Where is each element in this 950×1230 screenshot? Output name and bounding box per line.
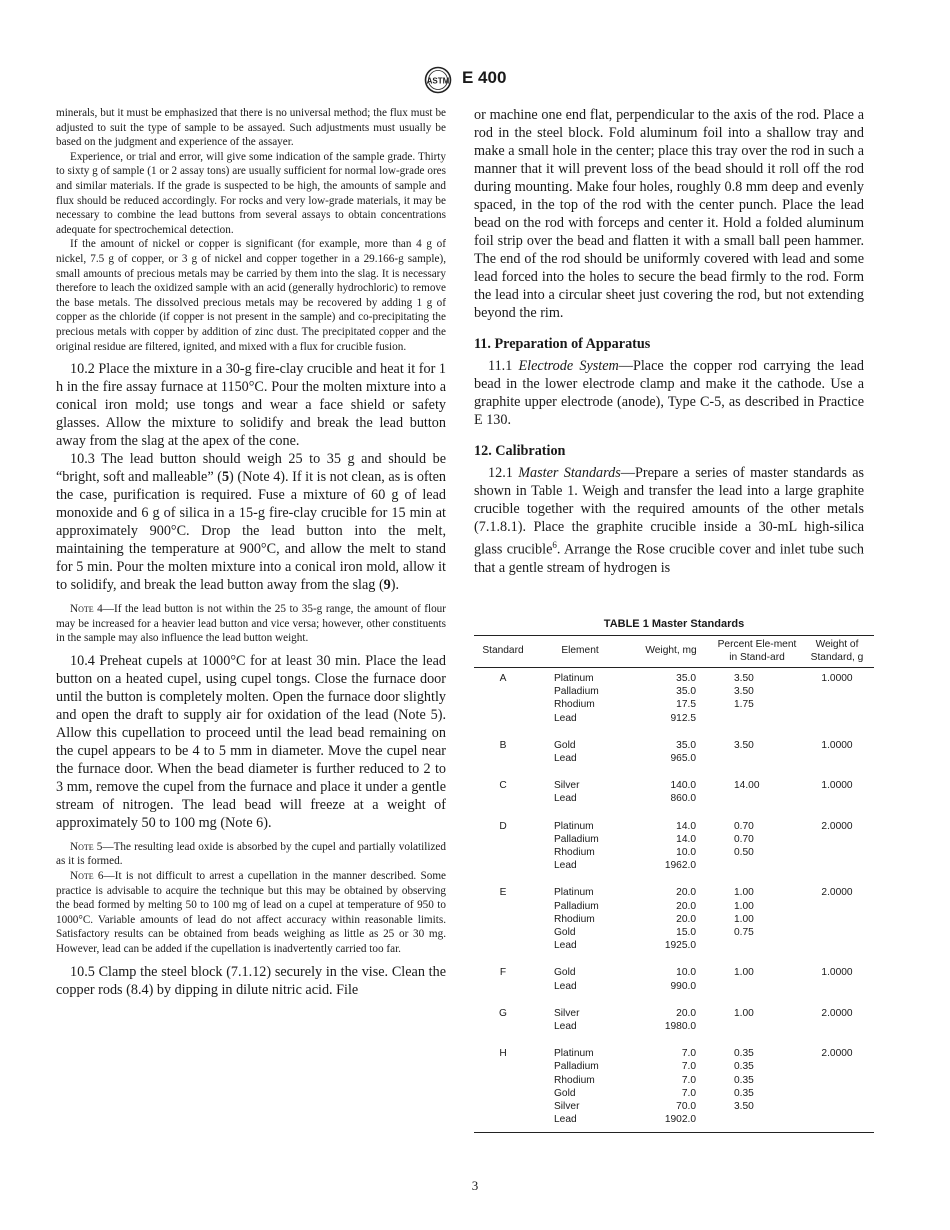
note-5: Note 5—The resulting lead oxide is absorbed by the cupel and partially volatilized as it is formed. [56,840,446,868]
cell-value: Rhodium [554,699,595,711]
cell-value: 860.0 [670,793,696,805]
page-number: 3 [471,1178,479,1193]
cell-value: 14.00 [734,780,760,792]
cell-value: 912.5 [670,712,696,724]
col-header-standard: Standard [474,636,532,668]
cell-value: Silver [554,1007,580,1019]
cell-value: Silver [554,1101,580,1113]
cell-value: Lead [554,860,577,872]
cell-value: 14.0 [676,820,696,832]
cell-value: Gold [554,1087,576,1099]
cell-weight-of-standard: 2.0000 [821,820,853,832]
cell-weight-of-standard: 2.0000 [800,1043,874,1133]
cell-value: Platinum [554,887,594,899]
cell-value: 1925.0 [664,940,696,952]
table-row [474,962,874,1002]
cell-value: Gold [554,967,576,979]
col-header-weight-of-standard: Weight of Standard, g [800,636,874,668]
cell-elements [532,816,628,883]
cell-value: 3.50 [734,673,754,684]
cell-percents [714,735,800,775]
cell-value: 0.35 [734,1087,754,1099]
cell-value: Lead [554,793,577,805]
cell-value: 3.50 [734,739,754,751]
cell-weights [628,775,714,815]
cell-value: 0.70 [734,820,754,832]
cell-value: 7.0 [681,1061,696,1073]
cell-value: 20.0 [676,900,696,912]
section-10-2: 10.2 Place the mixture in a 30-g fire-clay crucible and heat it for 1 h in the fire assay furnace at 1150°C. Pour the molten mixture into a conical iron mold; use tongs and wear a face shield or safety glasses. Allow the mixture to solidify and break the lead button away from the slag at the apex of the cone. [56,361,446,450]
cell-elements [532,962,628,1002]
cell-value: Lead [554,1021,577,1033]
cell-value: 14.0 [676,833,696,845]
cell-weights [628,882,714,962]
cell-value: 35.0 [676,739,696,751]
master-standards-table [474,618,874,1133]
cell-value: 1.75 [734,699,754,711]
section-heading-11: 11. Preparation of Apparatus [474,336,651,352]
cell-value: 35.0 [676,686,696,698]
cell-value: Palladium [554,900,599,912]
cell-value: Lead [554,753,577,765]
cell-value: 20.0 [676,887,696,899]
cell-value: 7.0 [681,1087,696,1099]
cell-weight-of-standard: 1.0000 [821,673,853,684]
cell-standard: H [474,1043,532,1133]
section-10-4: 10.4 Preheat cupels at 1000°C for at least 30 min. Place the lead button on a heated cupel, using cupel tongs. Close the furnace door until the button is completely molten. Open the furnace door slightly and open the draft to supply air for oxidation of the lead (Note 5). Allow this cupellation to proceed until the lead bead remaining on the cupel appears to be 4 to 5 mm in diameter. Move the cupel near the furnace door. When the bead diameter is further reduced to 2 to 3 mm, remove the cupel from the furnace and place it under a gentle stream of nitrogen. The lead bead will freeze at a weight of approximately 50 to 100 mg (Note 6). [56,652,446,831]
cell-percents [714,882,800,962]
cell-standard: B [499,739,507,751]
col-header-percent: Percent Ele-ment in Stand-ard [714,636,800,668]
cell-value: Silver [554,780,580,792]
cell-value: Lead [554,940,577,952]
cell-weight-of-standard: 1.0000 [821,967,853,979]
cell-value: 990.0 [670,980,696,992]
cell-percents [714,775,800,815]
cell-value: Palladium [554,1061,599,1073]
cell-value: 7.0 [681,1048,696,1060]
cell-value: 70.0 [676,1101,696,1113]
cell-percents [714,668,800,735]
table-row [474,1043,874,1133]
cell-standard: C [499,780,507,792]
cell-value: 20.0 [676,1007,696,1019]
cell-standard: A [499,673,507,684]
section-11-1: 11.1 Electrode System—Place the copper rod carrying the lead bead in the lower electrode clamp and make it the cathode. Use a graphite upper electrode (anode), Type C-5, as described in Practice E 130. [474,358,864,428]
cell-value: 0.35 [734,1074,754,1086]
table-row [474,882,874,962]
table-body [474,668,874,1133]
cell-weights [628,668,714,735]
cell-value: 35.0 [676,673,696,684]
left-column [56,106,446,999]
cell-elements [532,668,628,735]
cell-elements [532,882,628,962]
cell-value: Gold [554,739,576,751]
table-row [474,668,874,735]
cell-standard: E [499,887,507,899]
cell-value: 3.50 [734,686,754,698]
cell-value: 3.50 [734,1101,754,1113]
table-row [474,1003,874,1043]
cell-weight-of-standard: 2.0000 [821,1007,853,1019]
cell-value: 140.0 [670,780,696,792]
cell-value: 1.00 [734,900,754,912]
reference-link[interactable]: 9 [383,577,391,594]
cell-standard: D [499,820,507,832]
col-header-weight: Weight, mg [628,636,714,668]
cell-value: Platinum [554,820,594,832]
cell-value: Platinum [554,1048,594,1060]
cell-value: 1962.0 [664,860,696,872]
cell-value: 1980.0 [664,1021,696,1033]
cell-elements [532,735,628,775]
cell-value: 0.75 [734,927,754,939]
table-caption: TABLE 1 Master Standards [603,618,745,630]
cell-weights [628,816,714,883]
cell-value: Platinum [554,673,594,684]
table-row [474,775,874,815]
page-header [0,66,950,96]
cell-weight-of-standard: 1.0000 [821,739,853,751]
cell-percents [714,1043,800,1133]
cell-value: 1.00 [734,887,754,899]
cell-value: 965.0 [670,753,696,765]
cell-weights [628,735,714,775]
cell-value: Palladium [554,833,599,845]
footnote-ref[interactable]: 6 [552,540,557,550]
cell-value: 17.5 [676,699,696,711]
cell-value: 7.0 [681,1074,696,1086]
table-row [474,816,874,883]
col-header-element: Element [532,636,628,668]
standard-designation: E 400 [462,68,507,87]
section-12-1: 12.1 Master Standards—Prepare a series of master standards as shown in Table 1. Weigh and transfer the lead into a large graphite crucible together with the required amounts of the other metals (7.1.8.1). Place the graphite crucible inside a 30-mL high-silica glass crucible$^6$. Arrange the Rose crucible cover and inlet tube such that a gentle stream of hydrogen is [474,465,865,576]
cell-weights [628,1003,714,1043]
table-row [474,735,874,775]
cell-value: Gold [554,927,576,939]
cell-value: 0.35 [734,1061,754,1073]
paragraph: or machine one end flat, perpendicular to the axis of the rod. Place a rod in the steel block. Fold aluminum foil into a shallow tray and make a small hole in the center; place this tray over the rod in such a manner that it will prevent loss of the bead should it roll off the rod during mounting. Make four holes, roughly 0.8 mm deep and evenly spaced, in the top of the rod with the center punch. Place the lead bead on the rod with forceps and center it. Hold a folded aluminum foil strip over the bead and flatten it with a small ball peen hammer. The end of the rod should be uniformly covered with lead and some lead forced into the holes to secure the bead firmly to the rod. Form the lead into a circular sheet just covering the rod, but not extending beyond the rim. [474,107,864,321]
cell-value: 20.0 [676,913,696,925]
cell-weights [628,1043,714,1133]
note-6: Note 6—It is not difficult to arrest a cupellation in the manner described. Some practice is advisable to acquire the technique but this may be obtained by observing the bead formed by melting 50 to 100 mg of lead on a cupel at temperature of 950 to 1000°C. Variable amounts of lead do not affect accuracy within reasonable limits. Satisfactory results can be obtained from beads weighing as little as 25 or 30 mg. However, lead can be added if the cupellation is inadvertently carried too far. [56,870,446,956]
cell-value: 10.0 [676,847,696,859]
cell-elements [532,775,628,815]
section-10-5: 10.5 Clamp the steel block (7.1.12) securely in the vise. Clean the copper rods (8.4) by dipping in dilute nitric acid. File [56,963,446,998]
cell-value: Lead [554,1114,577,1126]
cell-value: 1.00 [734,1007,754,1019]
right-column [474,106,864,577]
reference-link[interactable]: 5 [221,469,230,486]
section-heading-12: 12. Calibration [474,443,566,459]
cell-value: 0.70 [734,833,754,845]
cell-value: 15.0 [676,927,696,939]
cell-value: Rhodium [554,1074,595,1086]
cell-elements [532,1043,628,1133]
cell-weight-of-standard: 1.0000 [821,780,853,792]
cell-value: 1.00 [734,967,754,979]
cell-value: 1902.0 [664,1114,696,1126]
astm-logo-text: ASTM [426,76,450,86]
cell-weight-of-standard: 2.0000 [821,887,853,899]
paragraph: minerals, but it must be emphasized that there is no universal method; the flux must be adjusted to suit the type of sample to be assayed. Such adjustments must usually be based on the judgment and experience of the assayer. [56,107,446,149]
cell-elements [532,1003,628,1043]
cell-standard: F [499,967,507,979]
cell-value: Rhodium [554,847,595,859]
cell-percents [714,1003,800,1043]
cell-value: Lead [554,712,577,724]
cell-percents [714,962,800,1002]
astm-logo-icon [420,66,456,94]
cell-value: 0.50 [734,847,754,859]
paragraph: If the amount of nickel or copper is significant (for example, more than 4 g of nickel, 7.5 g of copper, or 3 g of nickel and copper together in a 29.166-g sample), small amounts of precious metals may be carried by them into the slag. It is necessary therefore to leach the oxidized sample with an acid (generally hydrochloric) to remove the base metals. The dissolved precious metals may be recovered by adding 1 g of copper as the chloride (if copper is not present in the sample) and co-precipitating the precious metals with copper by addition of zinc dust. The precipitated copper and the original residue are filtered, ignited, and mixed with a flux for crucible fusion. [56,238,446,353]
section-10-3: 10.3 The lead button should weigh 25 to 35 g and should be “bright, soft and malleable” (5) (Note 4). If it is not clean, as is often the case, purification is required. Fuse a mixture of 60 g of lead monoxide and 6 g of silica in a 15-g fire-clay crucible for 15 min at approximately 900°C. Drop the lead button into the melt, maintaining the temperature at 900°C, and allow the melt to stand for 5 min. Pour the molten mixture into a conical iron mold, allow it to solidify, and break the lead button away from the slag (9). [56,451,446,594]
cell-value: Palladium [554,686,599,698]
cell-value: 10.0 [676,967,696,979]
cell-value: 1.00 [734,913,754,925]
cell-percents [714,816,800,883]
paragraph: Experience, or trial and error, will give some indication of the sample grade. Thirty to sixty g of sample (1 or 2 assay tons) are usually sufficient for normal low-grade ores and similar materials. If the grade is suspected to be high, the amounts of sample and flux should be reduced accordingly. For rocks and very low-grade materials, it may be necessary to combine the lead buttons from several assays to obtain concentrations adequate for spectrochemical detection. [56,150,446,236]
cell-value: Lead [554,980,577,992]
cell-value: Rhodium [554,913,595,925]
note-4: Note 4—If the lead button is not within the 25 to 35-g range, the amount of flour may be increased for a heavier lead button and vice versa; however, other constituents in the sample may also influence the lead button weight. [56,603,446,645]
cell-standard: G [499,1007,507,1019]
cell-weights [628,962,714,1002]
cell-value: 0.35 [734,1048,754,1060]
